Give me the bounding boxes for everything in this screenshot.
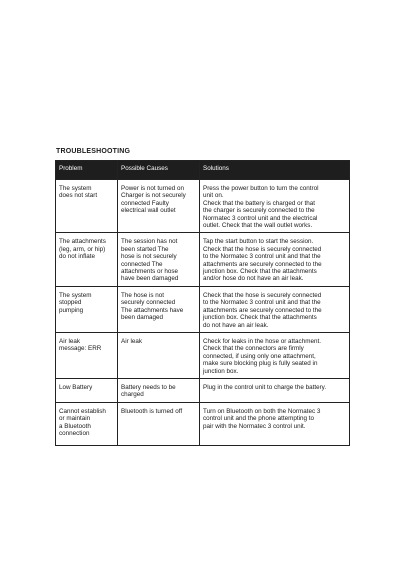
solutions-text: Check that the hose is securely connected to the Normatec 3 control unit and that the attachments are securely connected to the junction box. Check that the attachments do not have an air leak. bbox=[203, 291, 322, 329]
table-header-row bbox=[56, 161, 350, 180]
causes-text: Battery needs to be charged bbox=[121, 383, 176, 399]
problem-cell bbox=[56, 233, 118, 286]
problem-text: The system does not start bbox=[59, 185, 98, 200]
table-row bbox=[56, 286, 350, 332]
causes-text: The session has not been started The hose is not securely connected The attachments or hose have been damaged bbox=[121, 238, 179, 283]
problem-cell bbox=[56, 378, 118, 402]
causes-cell bbox=[118, 378, 200, 402]
causes-text: Bluetooth is turned off bbox=[121, 407, 183, 415]
section-heading: TROUBLESHOOTING bbox=[56, 148, 131, 155]
table-row bbox=[56, 378, 350, 402]
solutions-cell bbox=[200, 402, 350, 445]
problem-text: Low Battery bbox=[59, 383, 93, 391]
column-header-possible-causes: Possible Causes bbox=[118, 161, 200, 180]
problem-cell bbox=[56, 402, 118, 445]
problem-cell bbox=[56, 332, 118, 378]
solutions-cell bbox=[200, 233, 350, 286]
problem-text: Air leak message: ERR bbox=[59, 337, 102, 353]
table-row bbox=[56, 180, 350, 233]
causes-text: The hose is not securely connected The attachments have been damaged bbox=[121, 291, 184, 322]
solutions-text: Tap the start button to start the session. Check that the hose is securely connected to the Normatec 3 control unit and that the attachments are securely connected to the junction box. Check that the attachments and/or hose do not have an air leak. bbox=[203, 238, 322, 283]
problem-text: The system stopped pumping bbox=[59, 291, 92, 314]
solutions-cell bbox=[200, 180, 350, 233]
problem-text: Cannot establish or maintain a Bluetooth connection bbox=[59, 407, 106, 437]
column-header-solutions: Solutions bbox=[200, 161, 350, 180]
solutions-cell bbox=[200, 286, 350, 332]
problem-text: The attachments (leg, arm, or hip) do not inflate bbox=[59, 238, 106, 261]
column-header-problem: Problem bbox=[56, 161, 118, 180]
solutions-cell bbox=[200, 378, 350, 402]
problem-cell bbox=[56, 286, 118, 332]
solutions-text: Plug in the control unit to charge the battery. bbox=[203, 383, 327, 391]
causes-text: Air leak bbox=[121, 337, 142, 345]
problem-cell bbox=[56, 180, 118, 233]
solutions-cell bbox=[200, 332, 350, 378]
causes-text: Power is not turned on Charger is not securely connected Faulty electrical wall outlet bbox=[121, 185, 186, 215]
causes-cell bbox=[118, 233, 200, 286]
solutions-text: Turn on Bluetooth on both the Normatec 3 control unit and the phone attempting to pair with the Normatec 3 control unit. bbox=[203, 407, 321, 430]
table-row bbox=[56, 402, 350, 445]
table-row bbox=[56, 233, 350, 286]
table-row bbox=[56, 332, 350, 378]
causes-cell bbox=[118, 180, 200, 233]
causes-cell bbox=[118, 402, 200, 445]
causes-cell bbox=[118, 332, 200, 378]
troubleshooting-table bbox=[55, 160, 350, 446]
solutions-text: Press the power button to turn the control unit on. Check that the battery is charged or that the charger is securely connected to the Normatec 3 control unit and the electrical outlet. Check that the wall outlet works. bbox=[203, 185, 319, 230]
causes-cell bbox=[118, 286, 200, 332]
solutions-text: Check for leaks in the hose or attachment. Check that the connectors are firmly connected, if using only one attachment, make sure blocking plug is fully seated in junction box. bbox=[203, 337, 321, 375]
